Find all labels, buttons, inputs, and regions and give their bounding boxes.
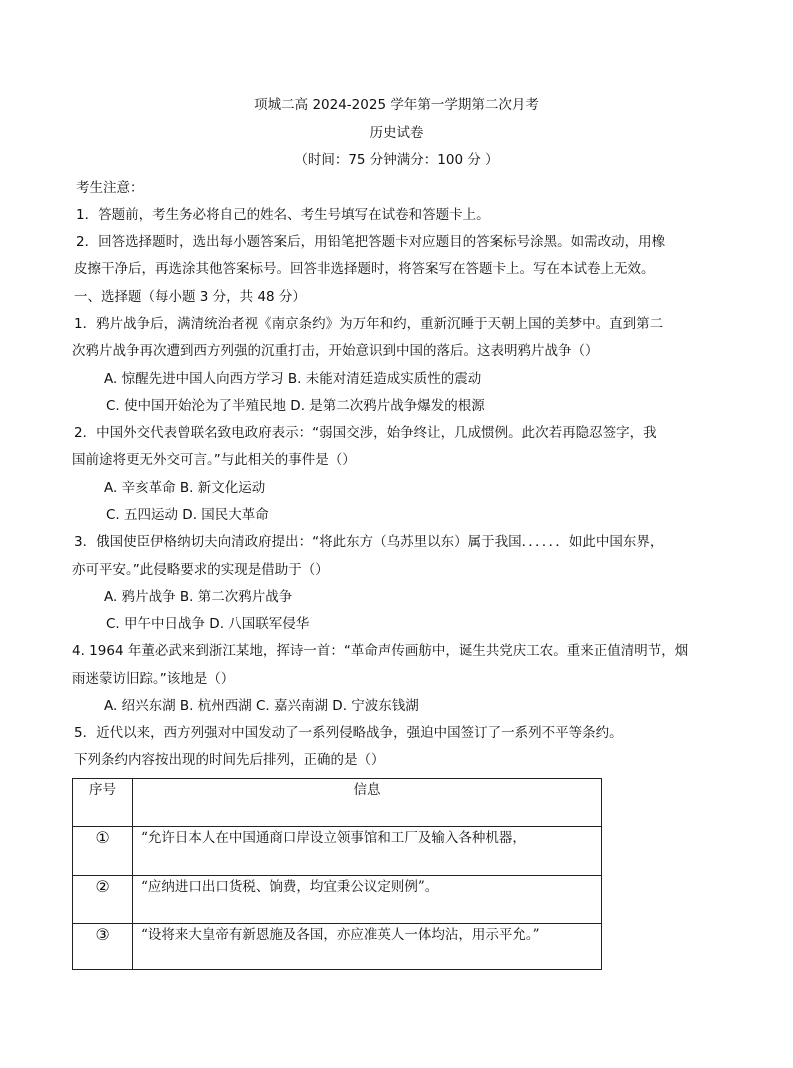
table-cell-info: “设将来大皇帝有新恩施及各国，亦应准英人一体均沾，用示平允。”: [133, 924, 602, 970]
q1-line-1: 1．鸦片战争后，满清统治者视《南京条约》为万年和约，重新沉睡于天朝上国的美梦中。直到第二: [74, 316, 664, 332]
q2-line-1: 2．中国外交代表曾联名致电政府表示：“弱国交涉，始争终让，几成惯例。此次若再隐忍签字，我: [74, 425, 657, 441]
notice-item-2-line-1: 2．回答选择题时，选出每小题答案后，用铅笔把答题卡对应题目的答案标号涂黑。如需改动，用橡: [76, 234, 666, 250]
q3-line-1: 3．俄国使臣伊格纳切夫向清政府提出：“将此东方（乌苏里以东）属于我国．．．．．．如此中国东界，: [74, 534, 664, 550]
notice-item-1: 1．答题前，考生务必将自己的姓名、考生号填写在试卷和答题卡上。: [76, 207, 490, 223]
q4-line-2: 雨迷蒙访旧踪。”该地是（）: [72, 671, 235, 687]
exam-title: 项城二高 2024-2025 学年第一学期第二次月考: [254, 97, 539, 113]
q2-options-ab: A. 辛亥革命 B. 新文化运动: [104, 480, 266, 496]
q3-line-2: 亦可平安。”此侵略要求的实现是借助于（）: [72, 562, 329, 578]
q3-options-cd: C. 甲午中日战争 D. 八国联军侵华: [106, 616, 310, 632]
table-row: [73, 827, 602, 876]
q4-options: A. 绍兴东湖 B. 杭州西湖 C. 嘉兴南湖 D. 宁波东钱湖: [104, 698, 419, 714]
notice-item-2-line-2: 皮擦干净后，再选涂其他答案标号。回答非选择题时，将答案写在答题卡上。写在本试卷上无效。: [74, 261, 655, 277]
q5-line-1: 5．近代以来，西方列强对中国发动了一系列侵略战争，强迫中国签订了一系列不平等条约。: [74, 725, 623, 741]
exam-time-note: （时间：75 分钟满分：100 分 ）: [294, 152, 499, 168]
notice-heading: 考生注意：: [76, 180, 144, 196]
table-row: [73, 924, 602, 970]
q2-options-cd: C. 五四运动 D. 国民大革命: [106, 507, 269, 523]
q2-line-2: 国前途将更无外交可言。”与此相关的事件是（）: [72, 452, 356, 468]
q1-options-cd: C. 使中国开始沦为了半殖民地 D. 是第二次鸦片战争爆发的根源: [106, 398, 485, 414]
table-header-info: 信息: [133, 779, 602, 827]
table-cell-info: “允许日本人在中国通商口岸设立领事馆和工厂及输入各种机器，: [133, 827, 602, 876]
q4-line-1: 4. 1964 年董必武来到浙江某地，挥诗一首：“革命声传画舫中，诞生共党庆工农。重来正值清明节，烟: [72, 643, 689, 659]
q3-options-ab: A. 鸦片战争 B. 第二次鸦片战争: [104, 589, 293, 605]
q5-line-2: 下列条约内容按出现的时间先后排列，正确的是（）: [74, 752, 385, 768]
section-1-heading: 一、选择题（每小题 3 分，共 48 分）: [74, 289, 306, 305]
table-header-row: [73, 779, 602, 827]
table-cell-no: ③: [73, 924, 133, 970]
treaty-info-table: [72, 778, 602, 970]
q1-options-ab: A. 惊醒先进中国人向西方学习 B. 未能对清廷造成实质性的震动: [104, 371, 482, 387]
table-cell-no: ②: [73, 876, 133, 924]
q1-line-2: 次鸦片战争再次遭到西方列强的沉重打击，开始意识到中国的落后。这表明鸦片战争（）: [72, 343, 599, 359]
table-row: [73, 876, 602, 924]
table-cell-info: “应纳进口出口货税、饷费，均宜秉公议定则例”。: [133, 876, 602, 924]
table-cell-no: ①: [73, 827, 133, 876]
exam-subject: 历史试卷: [369, 125, 424, 141]
table-header-no: 序号: [73, 779, 133, 827]
